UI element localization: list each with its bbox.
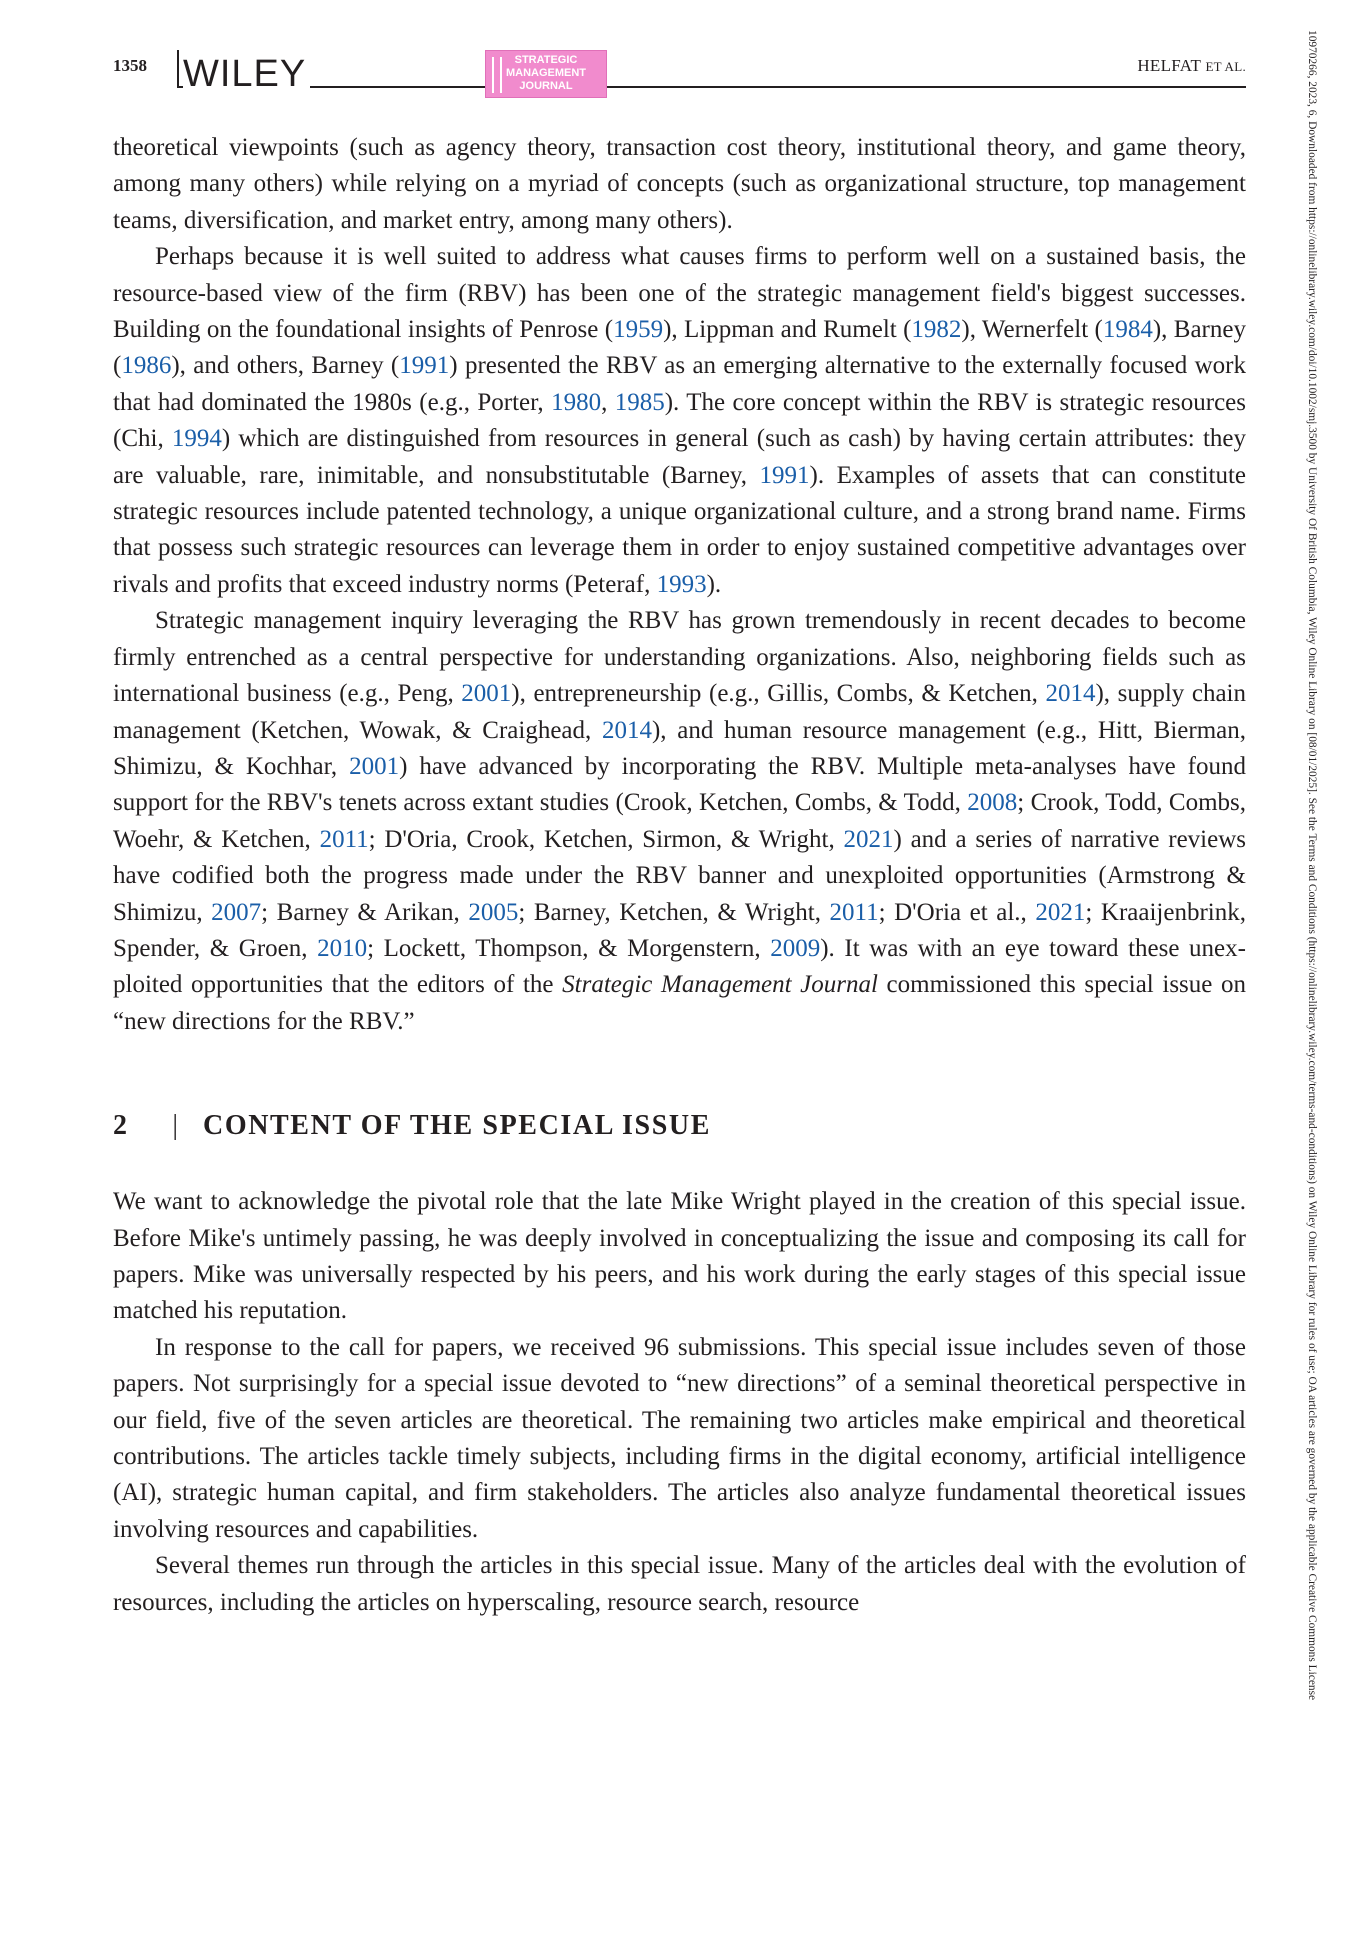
journal-name-italic: Strategic Management Journal xyxy=(562,971,878,999)
section-heading xyxy=(113,1106,1246,1146)
citation-link[interactable]: 2001 xyxy=(349,752,400,780)
text-run: ). Examples of assets that can constitute strategic resources include patented technology, a unique organizational culture, and a strong brand name. Firms that possess such strategic resources can leverage them in order to enjoy sustained competitive advantages over rivals and profits that exceed industry norms (Peteraf, xyxy=(113,461,1247,598)
citation-link[interactable]: 2014 xyxy=(601,716,652,744)
text-run: ; D'Oria, Crook, Ketchen, Sirmon, & Wright, xyxy=(368,825,844,853)
running-head-et-al: ET AL. xyxy=(1205,59,1246,74)
running-head xyxy=(1137,56,1246,76)
running-head-author: HELFAT xyxy=(1137,56,1201,75)
paragraph-3 xyxy=(113,603,1246,1040)
text-run: ) have advanced by incorporating the RBV. Multiple meta-analyses have found support for the RBV's tenets across extant studies (Crook, Ketchen, Combs, & Todd, xyxy=(113,752,1246,817)
text-run: , xyxy=(601,388,615,416)
section-separator: | xyxy=(172,1110,180,1142)
citation-link[interactable]: 1982 xyxy=(911,316,962,344)
citation-link[interactable]: 2009 xyxy=(770,934,821,962)
citation-link[interactable]: 1993 xyxy=(656,570,707,598)
text-run: ; Kraaijenbrink, Spender, & Groen, xyxy=(113,898,1246,962)
citation-link[interactable]: 2010 xyxy=(317,934,368,962)
text-run: ). The core concept within the RBV is strategic resources (Chi, xyxy=(113,388,1246,453)
section-paragraph-3: Several themes run through the articles in this special issue. Many of the articles deal with the evolution of resources, including the articles on hyperscaling, resource search, resource xyxy=(113,1552,1246,1616)
citation-link[interactable]: 2005 xyxy=(468,898,519,926)
section-number: 2 xyxy=(113,1110,129,1142)
text-run: ), supply chain management (Ketchen, Wowak, & Craighead, xyxy=(113,680,1246,744)
section-title: CONTENT OF THE SPECIAL ISSUE xyxy=(203,1110,711,1142)
text-run: ). It was with an eye toward these unexploited opportunities that the editors of the xyxy=(113,934,1246,999)
journal-badge-bars-icon xyxy=(492,57,502,93)
citation-link[interactable]: 2008 xyxy=(967,789,1018,817)
header-vertical-rule xyxy=(177,50,179,88)
text-run: ) presented the RBV as an emerging alternative to the externally focused work that had dominated the 1980s (e.g., Porter, xyxy=(113,352,1246,416)
text-run: ; D'Oria et al., xyxy=(878,898,1036,926)
text-run: ), and others, Barney ( xyxy=(171,352,400,380)
text-run: ). xyxy=(706,570,722,598)
section-paragraph-2: In response to the call for papers, we received 96 submissions. This special issue includes seven of those papers. Not surprisingly for a special issue devoted to “new directions” of a seminal theoretical perspective in our field, five of the seven articles are theoretical. The remaining two articles make empirical and theoretical contributions. The articles tackle timely subjects, including firms in the digital economy, artificial intelligence (AI), strategic human capital, and firm stakeholders. The articles also analyze fundamental theoretical issues involving resources and capabilities. xyxy=(113,1333,1246,1543)
citation-link[interactable]: 2014 xyxy=(1045,680,1096,708)
citation-link[interactable]: 2011 xyxy=(319,825,369,853)
paragraph-1: theoretical viewpoints (such as agency theory, transaction cost theory, institutional theory, and game theory, among many others) while relying on a myriad of concepts (such as organizational structure, top management teams, diversification, and market entry, among many others). xyxy=(113,134,1246,234)
paragraph-2 xyxy=(113,239,1246,603)
wiley-logo: WILEY xyxy=(183,54,310,94)
article-body xyxy=(113,130,1246,1621)
text-run: commissioned this special issue on “new directions for the RBV.” xyxy=(113,971,1246,1035)
page-header xyxy=(113,48,1246,100)
citation-link[interactable]: 1991 xyxy=(759,461,810,489)
text-run: ) which are distinguished from resources in general (such as cash) by having certain attributes: they are valuable, rare, inimitable, and nonsubstitutable (Barney, xyxy=(113,425,1247,489)
download-notice-text: 10970266, 2023, 6, Downloaded from https://onlinelibrary.wiley.com/doi/10.1002/smj.3500 by University Of British Columbia, Wiley Online Library on [08/01/2025]. See the Terms and Conditions (https://onlinelibrary.wiley.com/terms-and-conditions) on Wiley Online Library for rules of use; OA articles are governed by the applicable Creative Commons License xyxy=(1306,30,1318,1701)
text-run: ), Barney ( xyxy=(113,316,1246,380)
text-run: ), entrepreneurship (e.g., Gillis, Combs, & Ketchen, xyxy=(511,680,1046,708)
journal-badge-line-2: MANAGEMENT xyxy=(505,67,587,79)
citation-link[interactable]: 1994 xyxy=(171,425,222,453)
citation-link[interactable]: 1980 xyxy=(551,388,602,416)
text-run: ; Barney & Arikan, xyxy=(261,898,469,926)
text-run: ) and a series of narrative reviews have codified both the progress made under the RBV banner and unexploited opportunities (Armstrong & Shimizu, xyxy=(113,825,1246,926)
text-run: ; Lockett, Thompson, & Morgenstern, xyxy=(367,934,771,962)
text-run: Perhaps because it is well suited to address what causes firms to perform well on a sustained basis, the resource-based view of the firm (RBV) has been one of the strategic management field's biggest successes. Building on the foundational insights of Penrose ( xyxy=(113,243,1246,344)
header-horizontal-rule xyxy=(177,86,1246,88)
section-paragraph-1: We want to acknowledge the pivotal role that the late Mike Wright played in the creation of this special issue. Before Mike's untimely passing, he was deeply involved in conceptualizing the issue and composing its call for papers. Mike was universally respected by his peers, and his work during the early stages of this special issue matched his reputation. xyxy=(113,1188,1246,1325)
citation-link[interactable]: 2021 xyxy=(843,825,894,853)
citation-link[interactable]: 1984 xyxy=(1102,316,1153,344)
text-run: ; Barney, Ketchen, & Wright, xyxy=(518,898,830,926)
citation-link[interactable]: 1959 xyxy=(613,316,664,344)
text-run: ), and human resource management (e.g., Hitt, Bierman, Shimizu, & Kochhar, xyxy=(113,716,1246,780)
citation-link[interactable]: 1985 xyxy=(614,388,665,416)
citation-link[interactable]: 2021 xyxy=(1035,898,1086,926)
text-run: Strategic management inquiry leveraging the RBV has grown tremendously in recent decades to become firmly entrenched as a central perspective for understanding organizations. Also, neighboring fields such as international business (e.g., Peng, xyxy=(113,607,1246,708)
page-number: 1358 xyxy=(113,56,147,75)
citation-link[interactable]: 2011 xyxy=(829,898,879,926)
citation-link[interactable]: 2001 xyxy=(461,680,512,708)
download-notice-sidebar xyxy=(1302,30,1322,1920)
text-run: ), Wernerfelt ( xyxy=(961,316,1103,344)
citation-link[interactable]: 1986 xyxy=(121,352,172,380)
citation-link[interactable]: 2007 xyxy=(211,898,262,926)
citation-link[interactable]: 1991 xyxy=(399,352,450,380)
text-run: ; Crook, Todd, Combs, Woehr, & Ketchen, xyxy=(113,789,1246,853)
journal-badge-line-1: STRATEGIC xyxy=(514,54,578,66)
text-run: ), Lippman and Rumelt ( xyxy=(663,316,912,344)
journal-badge-line-3: JOURNAL xyxy=(519,80,573,92)
journal-badge xyxy=(485,50,607,98)
